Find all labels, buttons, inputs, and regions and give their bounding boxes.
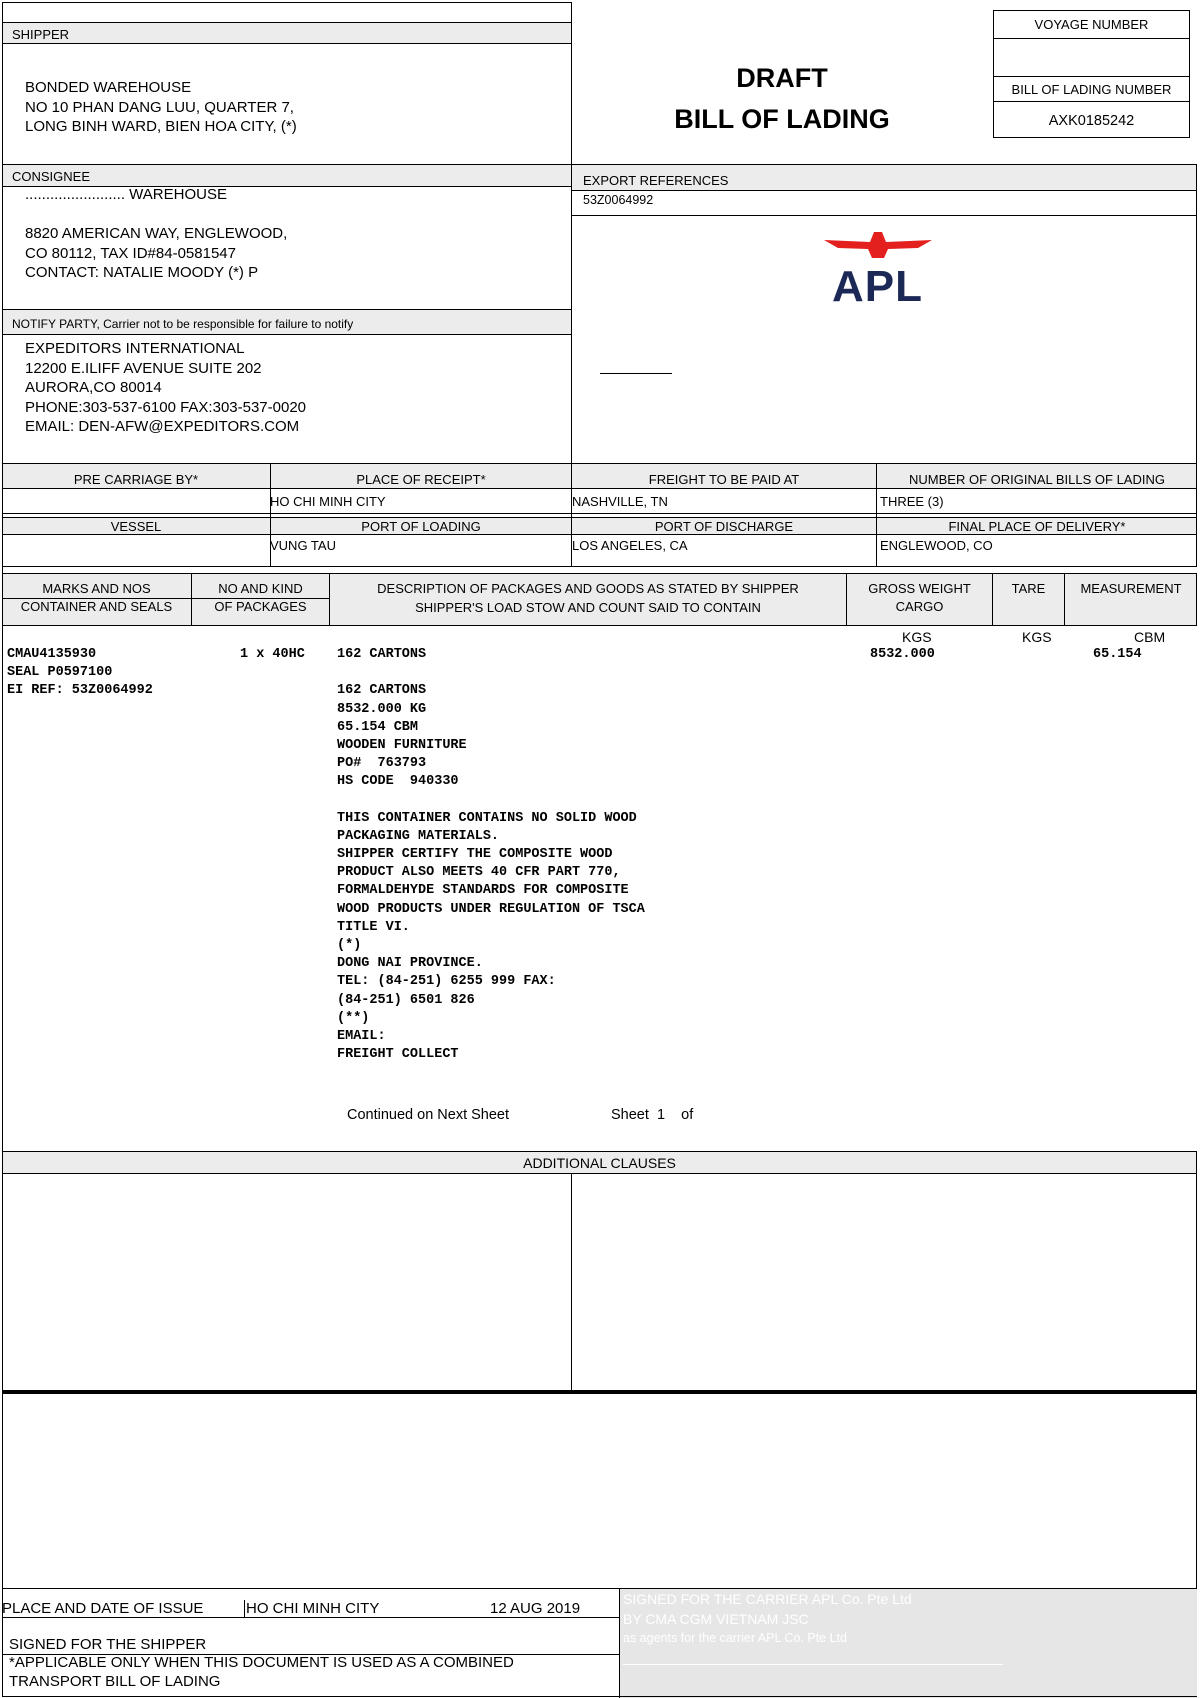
additional-clauses-header (2, 1151, 1197, 1174)
port-of-loading-value: VUNG TAU (270, 538, 336, 553)
cargo-gross-weight: 8532.000 (870, 647, 935, 662)
shipper-line: BONDED WAREHOUSE (25, 79, 192, 96)
marks-line: SEAL P0597100 (7, 665, 113, 681)
cargo-marks (7, 646, 153, 701)
notify-party-label: NOTIFY PARTY, Carrier not to be responsible for failure to notify (12, 317, 354, 331)
description-line: 162 CARTONS (337, 647, 427, 662)
carrier-signature-line-3: as agents for the carrier APL Co. Pte Ltd (623, 1631, 847, 1645)
description-line (337, 664, 645, 682)
description-line: (*) (337, 938, 362, 953)
signature-line (600, 373, 672, 374)
description-line: FREIGHT COLLECT (337, 1047, 459, 1063)
port-of-discharge-label: PORT OF DISCHARGE (654, 519, 794, 534)
description-line: (**) (337, 1010, 370, 1026)
export-references-value: 53Z0064992 (583, 193, 654, 207)
shipper-label: SHIPPER (12, 27, 70, 42)
shipper-header (2, 22, 572, 44)
description-line: WOOD PRODUCTS UNDER REGULATION OF TSCA (337, 901, 645, 917)
shipper-line: NO 10 PHAN DANG LUU, QUARTER 7, (25, 98, 294, 116)
tare-unit: KGS (1022, 629, 1052, 645)
combined-transport-note-2: TRANSPORT BILL OF LADING (9, 1673, 221, 1690)
bl-number-label: BILL OF LADING NUMBER (1011, 82, 1172, 97)
title-line-draft: DRAFT (736, 63, 828, 93)
notify-party-header (2, 309, 572, 335)
combined-transport-note-1: *APPLICABLE ONLY WHEN THIS DOCUMENT IS USED AS A COMBINED (9, 1654, 514, 1671)
final-delivery-value: ENGLEWOOD, CO (880, 538, 993, 553)
original-bills-value: THREE (3) (880, 494, 944, 509)
description-line: 65.154 CBM (337, 719, 419, 735)
voyage-label: VOYAGE NUMBER (1034, 17, 1149, 32)
shipper-line: LONG BINH WARD, BIEN HOA CITY, (*) (25, 118, 297, 135)
port-of-discharge-value: LOS ANGELES, CA (572, 538, 688, 553)
gross-weight-header-1: GROSS WEIGHT (868, 581, 971, 596)
bl-number-field (994, 105, 1189, 129)
final-delivery-label: FINAL PLACE OF DELIVERY* (948, 519, 1126, 534)
pre-carriage-label: PRE CARRIAGE BY* (73, 472, 199, 487)
description-line: DONG NAI PROVINCE. (337, 956, 483, 972)
description-line: SHIPPER CERTIFY THE COMPOSITE WOOD (337, 847, 613, 863)
consignee-header (2, 164, 572, 187)
description-line: FORMALDEHYDE STANDARDS FOR COMPOSITE (337, 883, 629, 899)
gross-unit: KGS (902, 629, 932, 645)
consignee-line (25, 205, 287, 225)
description-line (337, 792, 645, 810)
voyage-box (993, 10, 1190, 138)
section-divider (2, 1390, 1197, 1394)
carrier-signature-rule (623, 1664, 1003, 1665)
kind-header-1: NO AND KIND (218, 581, 303, 596)
port-of-loading-label: PORT OF LOADING (361, 519, 481, 534)
consignee-line: 8820 AMERICAN WAY, ENGLEWOOD, (25, 225, 288, 242)
title-line-bill-of-lading: BILL OF LADING (674, 104, 890, 134)
carrier-signature-line-2: BY CMA CGM VIETNAM JSC (623, 1611, 809, 1627)
cargo-packages: 1 x 40HC (240, 647, 305, 662)
notify-party-address (25, 339, 306, 437)
sheet-number: Sheet 1 of (611, 1107, 694, 1123)
marks-line: EI REF: 53Z0064992 (7, 683, 153, 699)
consignee-line: CO 80112, TAX ID#84-0581547 (25, 244, 236, 262)
signed-for-shipper: SIGNED FOR THE SHIPPER (9, 1636, 207, 1653)
carrier-signature-box (619, 1588, 1197, 1698)
kind-header-2: OF PACKAGES (214, 599, 307, 614)
notify-line: EXPEDITORS INTERNATIONAL (25, 340, 245, 357)
document-title (572, 58, 992, 140)
continued-note: Continued on Next Sheet (347, 1107, 510, 1123)
description-line: THIS CONTAINER CONTAINS NO SOLID WOOD (337, 810, 637, 826)
bl-number-value: AXK0185242 (1048, 113, 1135, 129)
additional-clauses-label: ADDITIONAL CLAUSES (523, 1155, 676, 1171)
shipper-address (25, 78, 297, 137)
consignee-label: CONSIGNEE (12, 169, 91, 184)
freight-paid-at-label: FREIGHT TO BE PAID AT (648, 472, 800, 487)
vessel-label: VESSEL (110, 519, 162, 534)
carrier-signature-line-1: SIGNED FOR THE CARRIER APL Co. Pte Ltd (623, 1591, 912, 1607)
description-line: TEL: (84-251) 6255 999 FAX: (337, 974, 556, 990)
marks-header-1: MARKS AND NOS (42, 581, 151, 596)
consignee-line: CONTACT: NATALIE MOODY (*) P (25, 264, 259, 281)
place-of-receipt-value: HO CHI MINH CITY (270, 494, 386, 509)
description-line: HS CODE 940330 (337, 774, 459, 790)
cargo-description (337, 646, 645, 1064)
notify-line: AURORA,CO 80014 (25, 379, 162, 396)
voyage-header (994, 17, 1189, 39)
cargo-measurement: 65.154 (1093, 647, 1142, 662)
gross-weight-header-2: CARGO (895, 599, 944, 614)
description-line: PACKAGING MATERIALS. (337, 828, 500, 844)
original-bills-label: NUMBER OF ORIGINAL BILLS OF LADING (909, 472, 1165, 487)
place-of-receipt-label: PLACE OF RECEIPT* (356, 472, 486, 487)
description-line: PRODUCT ALSO MEETS 40 CFR PART 770, (337, 865, 621, 881)
export-references-header (571, 164, 1197, 191)
notify-line: EMAIL: DEN-AFW@EXPEDITORS.COM (25, 418, 300, 435)
eagle-icon (822, 232, 934, 264)
measure-unit: CBM (1134, 629, 1166, 645)
notify-line: 12200 E.ILIFF AVENUE SUITE 202 (25, 359, 262, 377)
bl-number-header (994, 76, 1189, 102)
description-line: TITLE VI. (337, 919, 410, 935)
issue-place: HO CHI MINH CITY (246, 1600, 380, 1617)
export-references-field (571, 190, 1197, 216)
marks-header-2: CONTAINER AND SEALS (20, 599, 173, 614)
description-line: WOODEN FURNITURE (337, 737, 467, 753)
description-header-2: SHIPPER'S LOAD STOW AND COUNT SAID TO CONTAIN (415, 600, 761, 615)
measurement-header: MEASUREMENT (1080, 581, 1182, 596)
description-line: PO# 763793 (337, 756, 427, 772)
issue-place-label-cell (2, 1600, 245, 1618)
description-line: (84-251) 6501 826 (337, 992, 475, 1008)
logo-text: APL (832, 262, 923, 311)
description-line: EMAIL: (337, 1028, 386, 1044)
description-line: 8532.000 KG (337, 701, 427, 717)
notify-line: PHONE:303-537-6100 FAX:303-537-0020 (25, 398, 307, 416)
issue-date: 12 AUG 2019 (490, 1600, 581, 1617)
freight-paid-at-value: NASHVILLE, TN (572, 494, 668, 509)
export-references-label: EXPORT REFERENCES (583, 173, 729, 188)
description-header-1: DESCRIPTION OF PACKAGES AND GOODS AS STATED BY SHIPPER (377, 581, 799, 596)
marks-line: CMAU4135930 (7, 647, 97, 662)
voyage-number-field (994, 40, 1189, 76)
consignee-line: ........................ WAREHOUSE (25, 186, 227, 203)
description-line: 162 CARTONS (337, 683, 427, 699)
consignee-address (25, 185, 287, 283)
issue-label: PLACE AND DATE OF ISSUE (2, 1600, 204, 1617)
tare-header: TARE (1011, 581, 1046, 596)
carrier-logo (822, 232, 934, 322)
